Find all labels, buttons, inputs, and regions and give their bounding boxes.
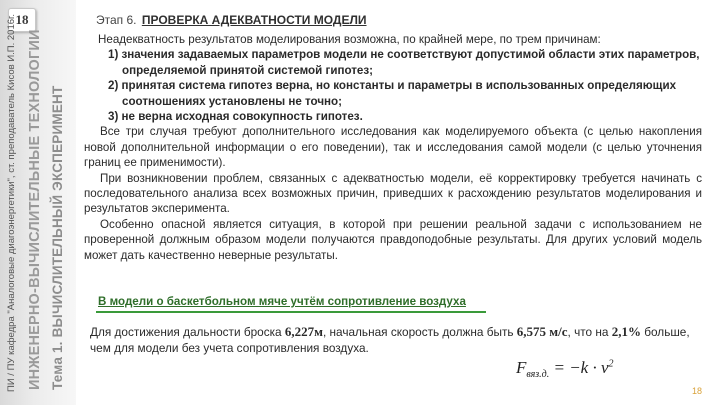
stage-prefix: Этап 6. (96, 13, 137, 27)
green-rule (96, 311, 486, 313)
topic-title: Тема 1. ВЫЧИСЛИТЕЛЬНЫЙ ЭКСПЕРИМЕНТ (50, 85, 65, 390)
result-text-4: больше, чем для модели без учета сопротивления воздуха. (90, 325, 690, 355)
result-distance: 6,227м (284, 324, 323, 339)
body-text (84, 32, 702, 263)
result-percent: 2,1% (611, 324, 641, 339)
paragraph-1: Все три случая требуют дополнительного исследования как моделируемого объекта (с целью накопления новой дополнительной информации о его поведении), так и исследования самой модели (с целью уточнения границ ее применимости). (84, 125, 702, 170)
green-heading: В модели о баскетбольном мяче учтём сопротивление воздуха (98, 295, 466, 308)
result-text-1: Для достижения дальности броска (90, 325, 285, 339)
reason-3: 3) не верна исходная совокупность гипотез. (108, 110, 363, 124)
stage-heading (96, 13, 367, 27)
drag-formula (516, 358, 614, 380)
result-paragraph (90, 324, 700, 356)
formula-power: 2 (608, 358, 614, 370)
formula-rhs: = −k · v (553, 358, 609, 377)
slide-number: 18 (8, 8, 36, 32)
result-speed: 6,575 м/с (516, 324, 568, 339)
author-line: ПИ / ПУ кафедра "Аналоговые диагоэнергетики", ст. преподаватель Кисов И.П. 2016г. (6, 14, 17, 392)
sidebar (0, 0, 76, 405)
intro-paragraph: Неадекватность результатов моделирования возможна, по крайней мере, по трем причинам: (98, 33, 601, 46)
paragraph-3: Особенно опасной является ситуация, в которой при решении реальной задачи с использованием не проверенной должным образом модели получаются правдоподобные результаты. Для других условий модель может дать качественно неверные результаты. (84, 217, 702, 262)
stage-title: ПРОВЕРКА АДЕКВАТНОСТИ МОДЕЛИ (141, 13, 367, 27)
course-title: ИНЖЕНЕРНО-ВЫЧИСЛИТЕЛЬНЫЕ ТЕХНОЛОГИИ (27, 29, 43, 390)
page-corner-number: 18 (692, 386, 703, 396)
paragraph-2: При возникновении проблем, связанных с адекватностью модели, её корректировку требуется начинать с последовательного анализа всех возможных причин, приведших к расхождению результатов моделирования и результатов эксперимента. (84, 171, 702, 216)
formula-lhs: F (516, 358, 527, 377)
formula-subscript: вяз.д. (526, 369, 550, 380)
reason-2: 2) принятая система гипотез верна, но константы и параметры в использованных определяющих соотношениях установлены не точно; (108, 79, 677, 108)
reason-1: 1) значения задаваемых параметров модели не соответствуют допустимой области этих параметров, определяемой принятой системой гипотез; (108, 48, 700, 77)
result-text-3: , что на (567, 325, 612, 339)
result-text-2: , начальная скорость должна быть (322, 325, 517, 339)
